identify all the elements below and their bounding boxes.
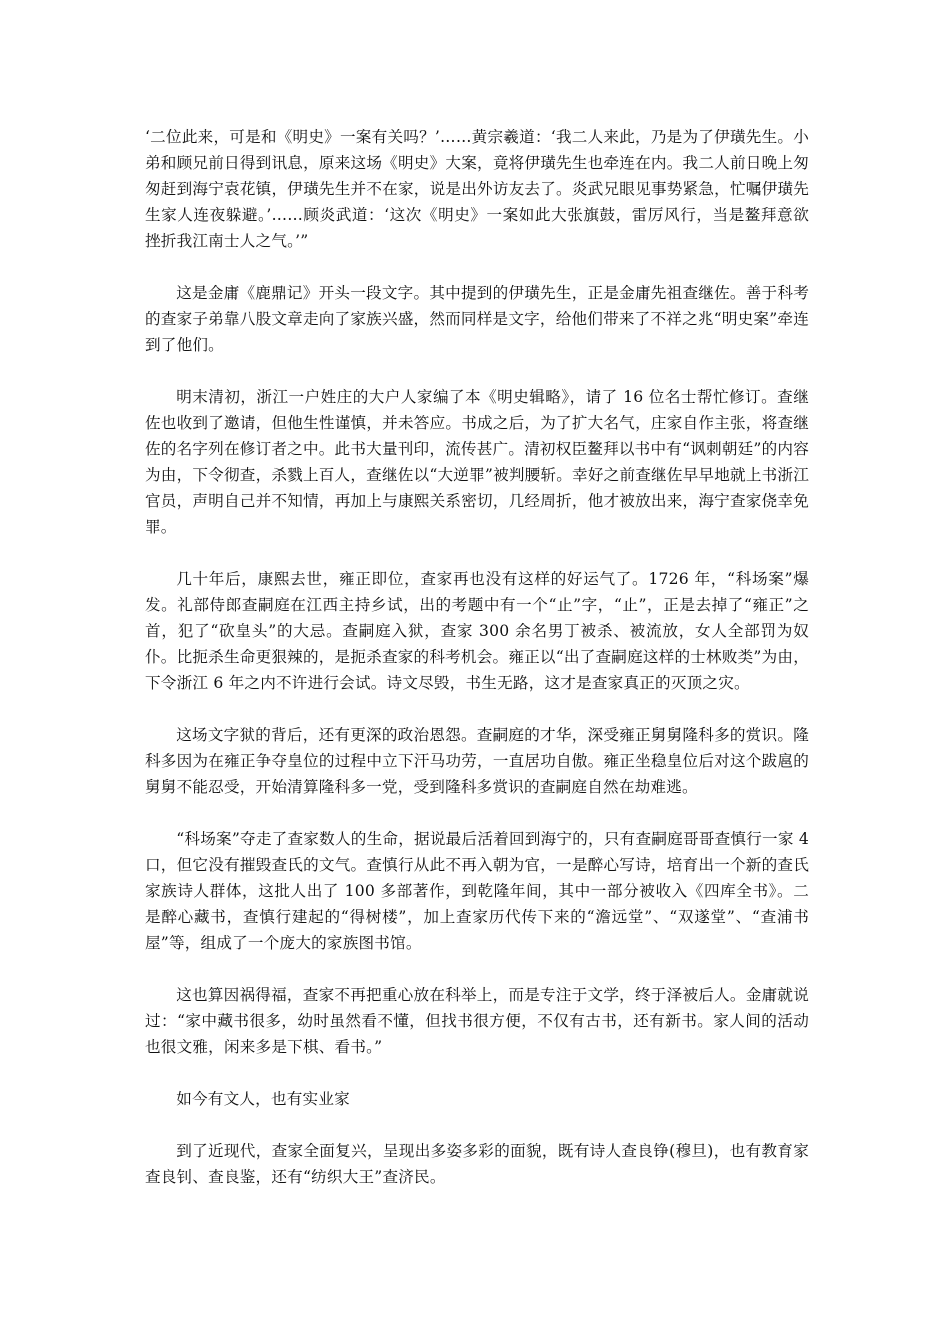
paragraph: 这是金庸《鹿鼎记》开头一段文字。其中提到的伊璜先生，正是金庸先祖查继佐。善于科考的查家子弟靠八股文章走向了家族兴盛，然而同样是文字，给他们带来了不祥之兆“明史案”牵连到了他们。 [145,284,809,354]
document-body [145,124,809,1216]
paragraph: 几十年后，康熙去世，雍正即位，查家再也没有这样的好运气了。1726 年，“科场案”爆发。礼部侍郎查嗣庭在江西主持乡试，出的考题中有一个“止”字，“止”，正是去掉了“雍正”之首，犯了“砍皇头”的大忌。查嗣庭入狱，查家 300 余名男丁被杀、被流放，女人全部罚为奴仆。比扼杀生命更狠辣的，是扼杀查家的科考机会。雍正以“出了查嗣庭这样的士林败类”为由，下令浙江 6 年之内不许进行会试。诗文尽毁，书生无路，这才是查家真正的灭顶之灾。 [145,570,809,692]
paragraph: 到了近现代，查家全面复兴，呈现出多姿多彩的面貌，既有诗人查良铮(穆旦)，也有教育家查良钊、查良鉴，还有“纺织大王”查济民。 [145,1142,809,1186]
paragraph: 这场文字狱的背后，还有更深的政治恩怨。查嗣庭的才华，深受雍正舅舅隆科多的赏识。隆科多因为在雍正争夺皇位的过程中立下汗马功劳，一直居功自傲。雍正坐稳皇位后对这个跋扈的舅舅不能忍受，开始清算隆科多一党，受到隆科多赏识的查嗣庭自然在劫难逃。 [145,726,809,796]
paragraph: 明末清初，浙江一户姓庄的大户人家编了本《明史辑略》，请了 16 位名士帮忙修订。查继佐也收到了邀请，但他生性谨慎，并未答应。书成之后，为了扩大名气，庄家自作主张，将查继佐的名字列在修订者之中。此书大量刊印，流传甚广。清初权臣鳌拜以书中有“讽刺朝廷”的内容为由，下令彻查，杀戮上百人，查继佐以“大逆罪”被判腰斩。幸好之前查继佐早早地就上书浙江官员，声明自己并不知情，再加上与康熙关系密切，几经周折，他才被放出来，海宁查家侥幸免罪。 [145,388,809,536]
paragraph: “科场案”夺走了查家数人的生命，据说最后活着回到海宁的，只有查嗣庭哥哥查慎行一家 4 口，但它没有摧毁查氏的文气。查慎行从此不再入朝为官，一是醉心写诗，培育出一个新的查氏家族诗人群体，这批人出了 100 多部著作，到乾隆年间，其中一部分被收入《四库全书》。二是醉心藏书，查慎行建起的“得树楼”，加上查家历代传下来的“澹远堂”、“双遂堂”、“查浦书屋”等，组成了一个庞大的家族图书馆。 [145,830,809,952]
paragraph-quote: ‘二位此来，可是和《明史》一案有关吗？’……黄宗羲道：‘我二人来此，乃是为了伊璜先生。小弟和顾兄前日得到讯息，原来这场《明史》大案，竟将伊璜先生也牵连在内。我二人前日晚上匆匆赶到海宁袁花镇，伊璜先生并不在家，说是出外访友去了。炎武兄眼见事势紧急，忙嘱伊璜先生家人连夜躲避。’……顾炎武道：‘这次《明史》一案如此大张旗鼓，雷厉风行，当是鳌拜意欲挫折我江南士人之气。’” [145,128,809,250]
section-heading: 如今有文人，也有实业家 [176,1090,350,1108]
paragraph: 这也算因祸得福，查家不再把重心放在科举上，而是专注于文学，终于泽被后人。金庸就说过：“家中藏书很多，幼时虽然看不懂，但找书很方便，不仅有古书，还有新书。家人间的活动也很文雅，闲来多是下棋、看书。” [145,986,809,1056]
